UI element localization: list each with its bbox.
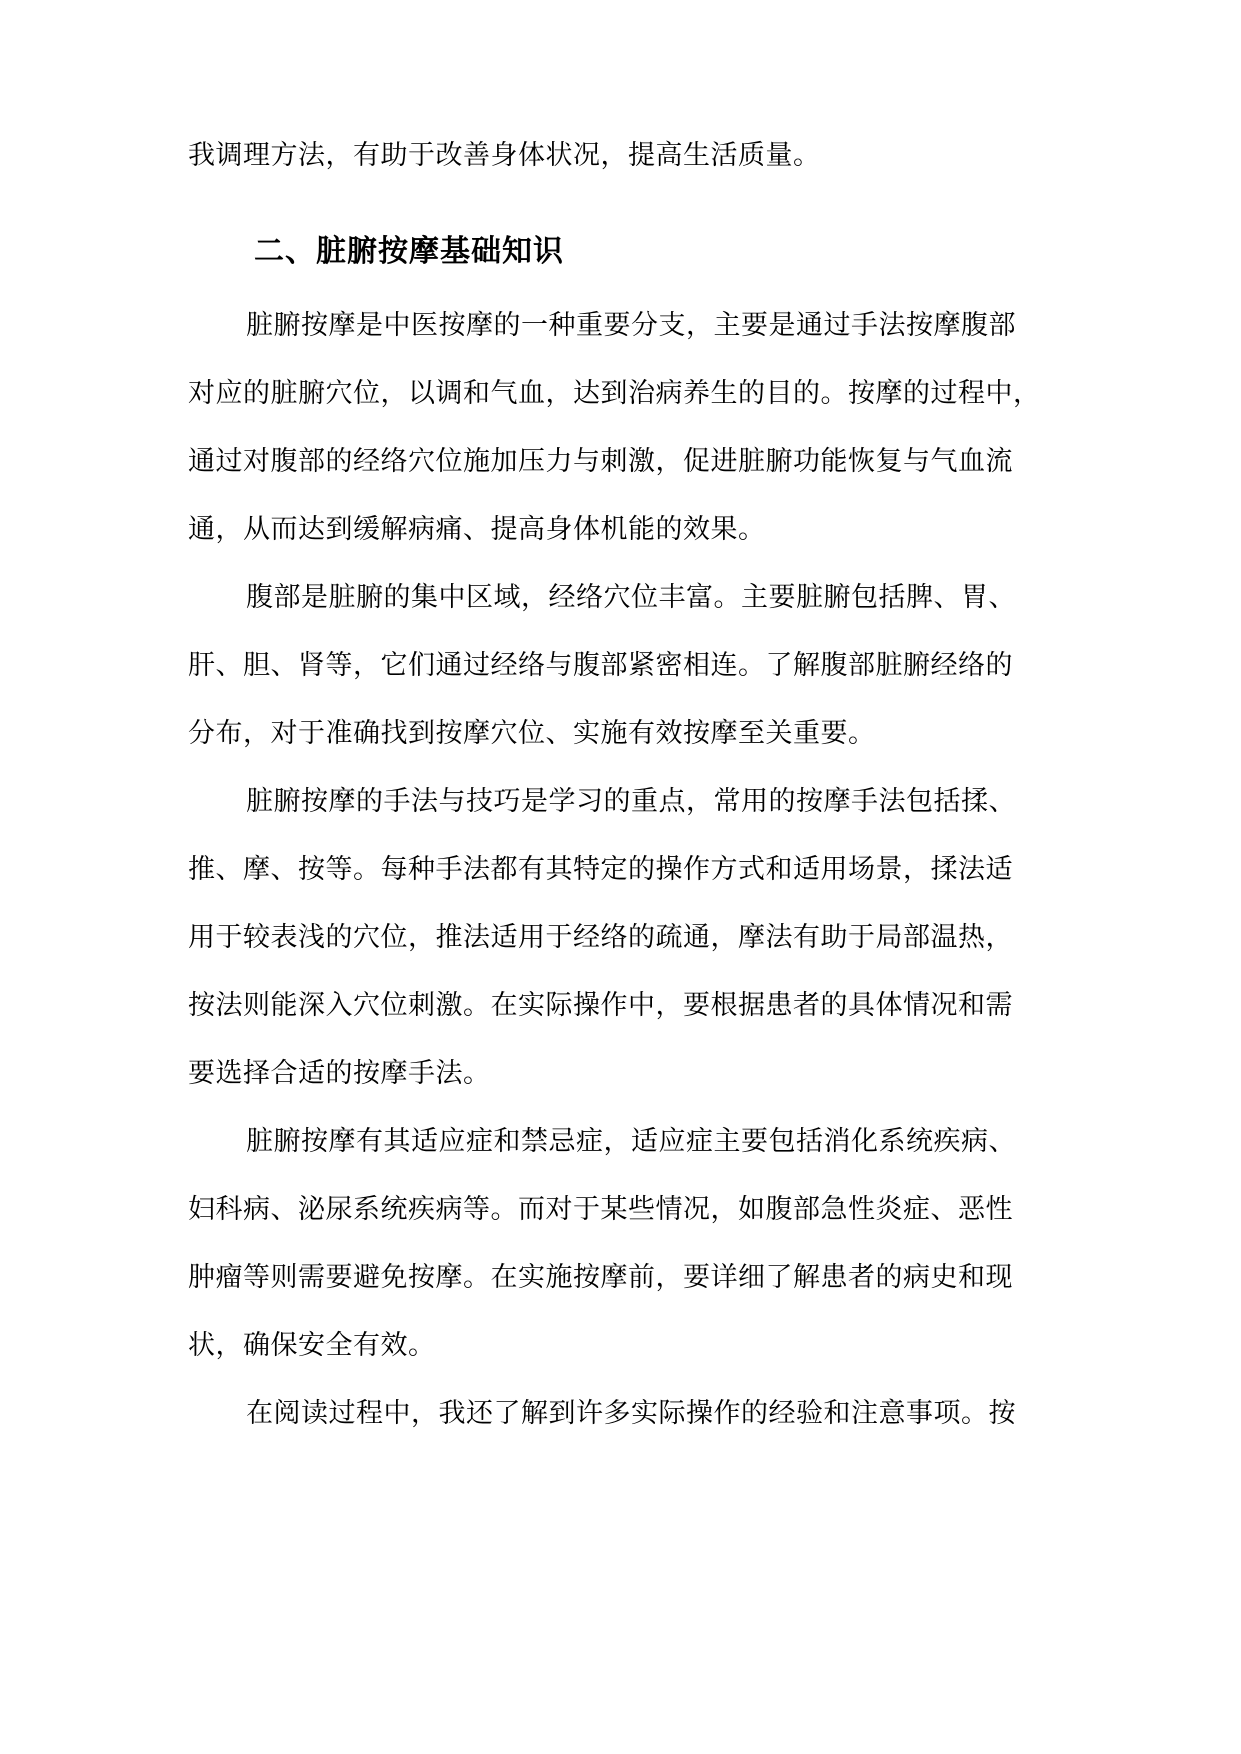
- paragraph-line: 状，确保安全有效。: [188, 1330, 436, 1361]
- paragraph-line: 推、摩、按等。每种手法都有其特定的操作方式和适用场景，揉法适: [188, 854, 1013, 885]
- paragraph-line: 脏腑按摩有其适应症和禁忌症，适应症主要包括消化系统疾病、: [246, 1126, 1016, 1157]
- paragraph-line: 按法则能深入穴位刺激。在实际操作中，要根据患者的具体情况和需: [188, 990, 1013, 1021]
- paragraph-line: 肿瘤等则需要避免按摩。在实施按摩前，要详细了解患者的病史和现: [188, 1262, 1013, 1293]
- paragraph-line: 通过对腹部的经络穴位施加压力与刺激，促进脏腑功能恢复与气血流: [188, 446, 1013, 477]
- paragraph-line: 肝、胆、肾等，它们通过经络与腹部紧密相连。了解腹部脏腑经络的: [188, 650, 1013, 681]
- paragraph-line: 要选择合适的按摩手法。: [188, 1058, 491, 1089]
- intro-line: 我调理方法，有助于改善身体状况，提高生活质量。: [188, 140, 821, 171]
- paragraph-line: 对应的脏腑穴位，以调和气血，达到治病养生的目的。按摩的过程中，: [188, 378, 1041, 409]
- section-heading: 二、脏腑按摩基础知识: [254, 234, 564, 269]
- paragraph-line: 用于较表浅的穴位，推法适用于经络的疏通，摩法有助于局部温热，: [188, 922, 1013, 953]
- paragraph-line: 通，从而达到缓解病痛、提高身体机能的效果。: [188, 514, 766, 545]
- paragraph-line: 妇科病、泌尿系统疾病等。而对于某些情况，如腹部急性炎症、恶性: [188, 1194, 1013, 1225]
- paragraph-line: 腹部是脏腑的集中区域，经络穴位丰富。主要脏腑包括脾、胃、: [246, 582, 1016, 613]
- paragraph-line: 脏腑按摩是中医按摩的一种重要分支，主要是通过手法按摩腹部: [246, 310, 1016, 341]
- paragraph-line: 在阅读过程中，我还了解到许多实际操作的经验和注意事项。按: [246, 1398, 1016, 1429]
- paragraph-line: 脏腑按摩的手法与技巧是学习的重点，常用的按摩手法包括揉、: [246, 786, 1016, 817]
- paragraph-line: 分布，对于准确找到按摩穴位、实施有效按摩至关重要。: [188, 718, 876, 749]
